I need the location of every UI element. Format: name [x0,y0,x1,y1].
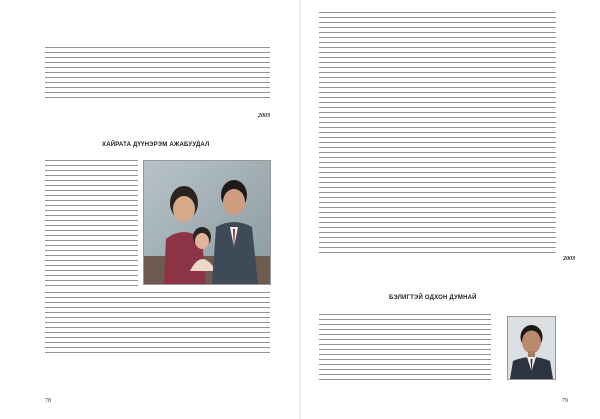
right-text-column [319,314,491,384]
left-bottom-text-block [45,292,270,354]
family-photo [143,160,271,285]
portrait-photo-image [508,317,555,379]
left-page-number: 78 [45,398,51,404]
right-section-year: 2003 [563,256,575,262]
left-section-year: 2003 [258,113,270,119]
right-top-text-block [319,12,556,254]
left-section-heading: ХАЙРАТА ДҮҮНЭРЭМ АЖАБУУДАЛ [102,142,210,148]
right-section-heading: БЭЛИГТЭЙ ОДХОН ДУМНАЙ [389,295,477,301]
left-page [0,0,299,419]
left-top-text-block [45,47,270,101]
portrait-photo [507,316,556,380]
left-narrow-text-column [45,160,138,290]
family-photo-image [144,161,270,284]
right-page-number: 79 [562,398,568,404]
right-page [301,0,600,419]
